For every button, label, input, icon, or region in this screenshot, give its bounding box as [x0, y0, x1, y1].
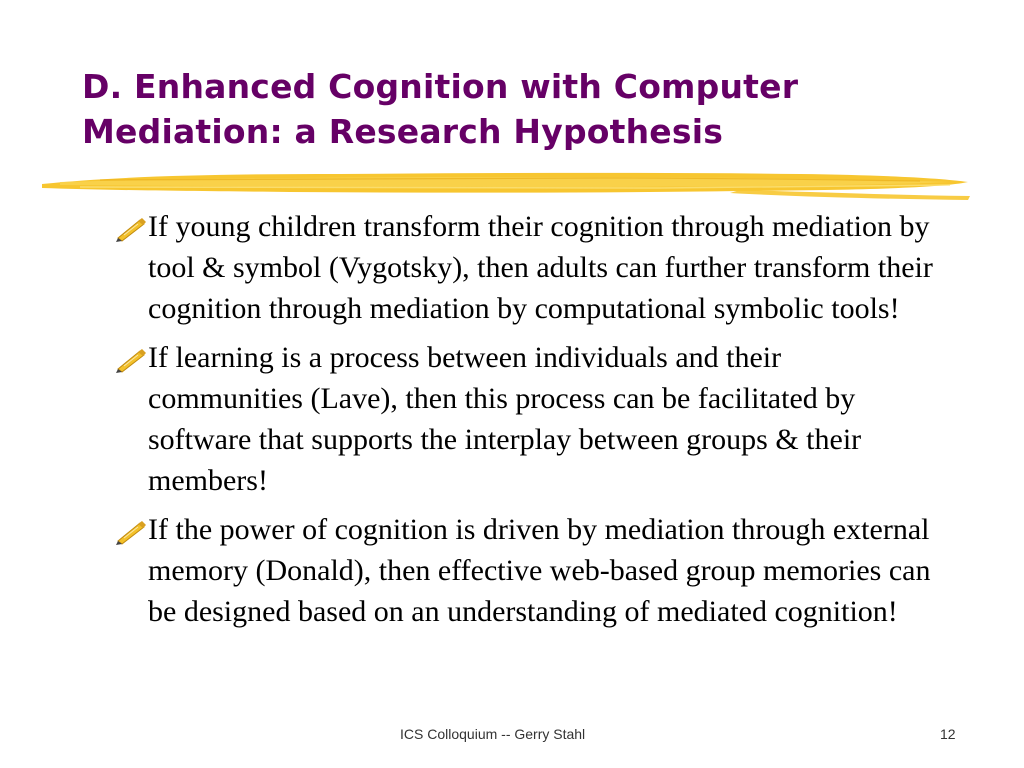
- slide-title-line-2: Mediation: a Research Hypothesis: [82, 112, 724, 151]
- bullet-item: [108, 206, 938, 329]
- page-number: 12: [940, 726, 956, 742]
- bullet-item: [108, 509, 938, 632]
- title-underline-brushstroke: [40, 166, 970, 202]
- bullet-text: If the power of cognition is driven by mediation through external memory (Donald), then effective web-based group memories can be designed based on an understanding of mediated cognition!: [148, 513, 931, 628]
- pencil-icon: [114, 216, 148, 242]
- slide-title-line-1: D. Enhanced Cognition with Computer: [82, 67, 799, 106]
- bullet-text: If learning is a process between individuals and their communities (Lave), then this process can be facilitated by software that supports the interplay between groups & their members!: [148, 341, 862, 497]
- bullet-list: [108, 206, 938, 640]
- pencil-icon: [114, 519, 148, 545]
- bullet-text: If young children transform their cognition through mediation by tool & symbol (Vygotsky), then adults can further transform their cognition through mediation by computational symbolic tools!: [148, 210, 933, 325]
- slide-title: [82, 64, 982, 154]
- bullet-item: [108, 337, 938, 501]
- pencil-icon: [114, 347, 148, 373]
- slide-footer: ICS Colloquium -- Gerry Stahl: [400, 726, 586, 742]
